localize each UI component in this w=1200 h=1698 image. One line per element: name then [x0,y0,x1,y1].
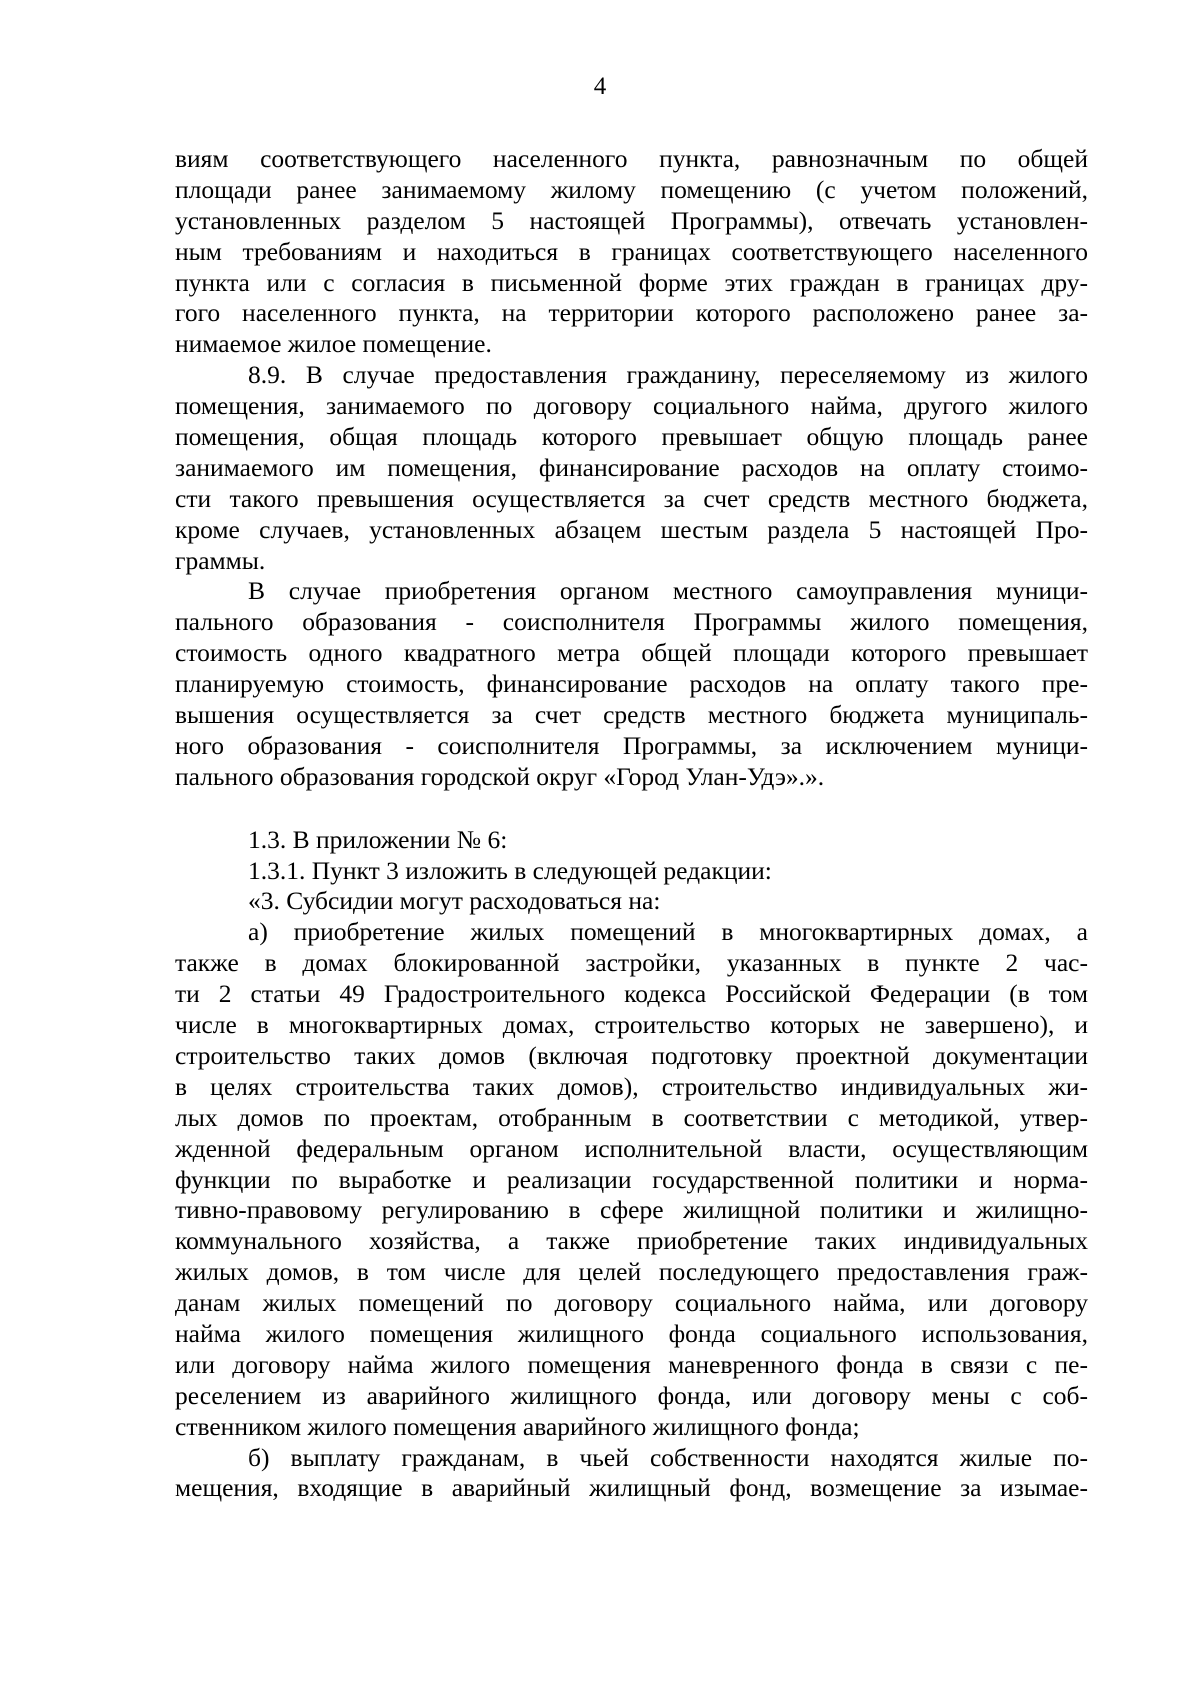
text-line: б) выплату гражданам, в чьей собственности находятся жилые по- [248,1442,1088,1472]
paragraph [175,917,1088,1442]
text-line: В случае приобретения органом местного самоуправления муници- [248,576,1088,606]
text-line: гого населенного пункта, на территории которого расположено ранее за- [175,298,1088,328]
text-line: стоимость одного квадратного метра общей площади которого превышает [175,638,1088,668]
text-line: пального образования - соисполнителя Программы жилого помещения, [175,607,1088,637]
text-line: ти 2 статьи 49 Градостроительного кодекса Российской Федерации (в том [175,979,1088,1009]
text-line: пункта или с согласия в письменной форме этих граждан в границах дру- [175,267,1088,297]
text-line: функции по выработке и реализации государственной политики и норма- [175,1164,1088,1194]
text-line: «3. Субсидии могут расходоваться на: [248,886,661,916]
text-line: лых домов по проектам, отобранным в соответствии с методикой, утвер- [175,1102,1088,1132]
paragraph [175,576,1088,792]
text-line: мещения, входящие в аварийный жилищный фонд, возмещение за изымае- [175,1473,1088,1503]
paragraph [175,360,1088,576]
paragraph [175,856,1088,887]
text-line: ственником жилого помещения аварийного жилищного фонда; [175,1411,860,1441]
text-line: кроме случаев, установленных абзацем шестым раздела 5 настоящей Про- [175,514,1088,544]
text-line: жилых домов, в том числе для целей последующего предоставления граж- [175,1257,1088,1287]
text-line: строительство таких домов (включая подготовку проектной документации [175,1040,1088,1070]
text-line: 8.9. В случае предоставления гражданину, переселяемому из жилого [248,360,1088,390]
text-line: 1.3.1. Пункт 3 изложить в следующей редакции: [248,855,772,885]
document-body [175,144,1088,1504]
text-line: вышения осуществляется за счет средств местного бюджета муниципаль- [175,700,1088,730]
text-line: реселением из аварийного жилищного фонда, или договору мены с соб- [175,1380,1088,1410]
text-line: ного образования - соисполнителя Программы, за исключением муници- [175,730,1088,760]
text-line: числе в многоквартирных домах, строительство которых не завершено), и [175,1010,1088,1040]
paragraph-gap [175,793,1088,825]
page-number: 4 [593,73,607,100]
text-line: планируемую стоимость, финансирование расходов на оплату такого пре- [175,669,1088,699]
text-line: 1.3. В приложении № 6: [248,824,508,854]
text-line: данам жилых помещений по договору социального найма, или договору [175,1288,1088,1318]
text-line: а) приобретение жилых помещений в многоквартирных домах, а [248,917,1088,947]
text-line: занимаемого им помещения, финансирование расходов на оплату стоимо- [175,452,1088,482]
text-line: виям соответствующего населенного пункта, равнозначным по общей [175,144,1088,173]
text-line: граммы. [175,545,266,575]
paragraph [175,825,1088,856]
text-line: или договору найма жилого помещения маневренного фонда в связи с пе- [175,1349,1088,1379]
text-line: помещения, общая площадь которого превышает общую площадь ранее [175,422,1088,452]
text-line: в целях строительства таких домов), строительство индивидуальных жи- [175,1071,1088,1101]
paragraph [175,1443,1088,1505]
text-line: площади ранее занимаемому жилому помещению (с учетом положений, [175,174,1088,204]
text-line: также в домах блокированной застройки, указанных в пункте 2 час- [175,948,1088,978]
text-line: сти такого превышения осуществляется за счет средств местного бюджета, [175,483,1088,513]
paragraph [175,144,1088,360]
text-line: коммунального хозяйства, а также приобретение таких индивидуальных [175,1226,1088,1256]
text-line: пального образования городской округ «Город Улан-Удэ».». [175,761,825,791]
text-line: найма жилого помещения жилищного фонда социального использования, [175,1318,1088,1348]
text-line: помещения, занимаемого по договору социального найма, другого жилого [175,391,1088,421]
text-line: нимаемое жилое помещение. [175,329,492,359]
paragraph [175,886,1088,917]
text-line: жденной федеральным органом исполнительной власти, осуществляющим [175,1133,1088,1163]
text-line: тивно-правовому регулированию в сфере жилищной политики и жилищно- [175,1195,1088,1225]
text-line: ным требованиям и находиться в границах соответствующего населенного [175,236,1088,266]
text-line: установленных разделом 5 настоящей Программы), отвечать установлен- [175,205,1088,235]
